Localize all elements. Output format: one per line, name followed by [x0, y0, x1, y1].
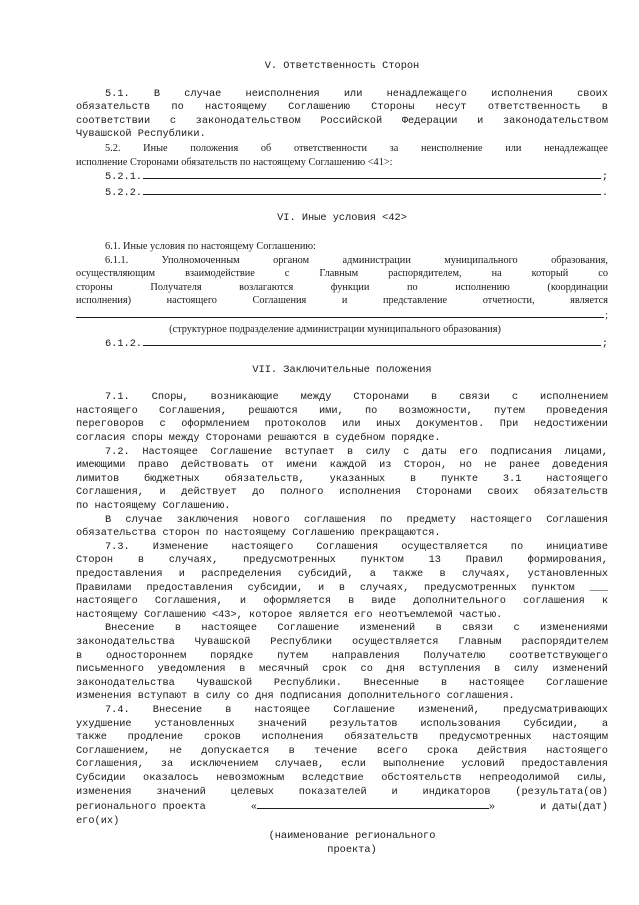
- paragraph-7-1-line: настоящего Соглашения, решаются ими, по возможности, путем проведения: [76, 404, 608, 417]
- item-5-2-1: [76, 169, 608, 185]
- paragraph-7-2-line: 7.2. Настоящее Соглашение вступает в силу с даты его подписания лицами,: [105, 445, 608, 458]
- paragraph-6-1-1-line: стороны Получателя возлагаются функции по исполнению (координации: [76, 281, 608, 293]
- line-end: ;: [605, 309, 608, 321]
- paragraph-7-1-line: переговоров с оформлением протоколов или иных документов. При недостижении: [76, 418, 608, 431]
- paragraph-7-3-line: настоящему Соглашению <43>, которое является его неотъемлемой частью.: [76, 608, 503, 621]
- caption-structural-unit: (структурное подразделение администрации муниципального образования): [169, 323, 501, 335]
- paragraph-amendments-line: в одностороннем порядке путем направления Получателю соответствующего: [76, 649, 608, 662]
- paragraph-7-4-line: также продление сроков исполнения обязательств предусмотренных настоящим: [76, 731, 608, 744]
- paragraph-7-2-line: имеющими право действовать от имени каждой из Сторон, но не ранее доведения: [76, 459, 608, 472]
- quote-close: »: [488, 801, 496, 814]
- paragraph-amendments-line: законодательства Чувашской Республики осуществляется Главным распорядителем: [76, 635, 608, 648]
- blank-field: [143, 336, 601, 346]
- paragraph-7-3-line: Сторон в случаях, предусмотренных пунктом 13 Правил формирования,: [76, 554, 608, 567]
- paragraph-amendments-line: изменения вступают в силу со дня подписания дополнительного соглашения.: [76, 690, 515, 703]
- paragraph-7-4-line: ухудшение установленных значений результатов использования Субсидии, а: [76, 717, 608, 730]
- paragraph-7-3-line: настоящего Соглашения, и оформляется в виде дополнительного соглашения к: [76, 595, 608, 608]
- paragraph-new-agreement-line: обязательства сторон по настоящему Соглашению прекращаются.: [76, 527, 441, 540]
- caption-project-name-2: проекта): [327, 843, 377, 856]
- paragraph-6-1-1-line: 6.1.1. Уполномоченным органом администрации муниципального образования,: [105, 254, 608, 266]
- paragraph-7-3-line: 7.3. Изменение настоящего Соглашения осуществляется по инициативе: [105, 540, 608, 553]
- paragraph-7-1-line: 7.1. Споры, возникающие между Сторонами в связи с исполнением: [105, 391, 608, 404]
- blank-field: [257, 799, 489, 809]
- paragraph-7-4-line: изменения значений целевых показателей и индикаторов (результата(ов): [76, 785, 608, 798]
- paragraph-amendments-line: Внесение в настоящее Соглашение изменений в связи с изменениями: [105, 622, 608, 635]
- item-label: 5.2.1.: [105, 171, 143, 184]
- paragraph-7-4-line: 7.4. Внесение в настоящее Соглашение изменений, предусматривающих: [105, 703, 608, 716]
- paragraph-7-3-line: Правилами предоставления субсидии, и в случаях, предусмотренных пунктом ___: [76, 581, 608, 594]
- paragraph-new-agreement-line: В случае заключения нового соглашения по предмету настоящего Соглашения: [105, 513, 608, 526]
- item-6-1-2: [76, 336, 608, 352]
- project-label: регионального проекта: [76, 801, 206, 814]
- paragraph-7-4-line: Субсидии оказалось невозможным вследствие обстоятельств непреодолимой силы,: [76, 771, 608, 784]
- item-end: ;: [601, 338, 608, 351]
- paragraph-7-4-tail: его(их): [76, 814, 120, 827]
- paragraph-6-1-1-line: исполнения) настоящего Соглашения и представление отчетности, является: [76, 295, 608, 307]
- item-5-2-2: [76, 185, 608, 201]
- paragraph-5-1-line: 5.1. В случае неисполнения или ненадлежащего исполнения своих: [105, 87, 608, 100]
- paragraph-7-1-line: согласия споры между Сторонами решаются в судебном порядке.: [76, 432, 441, 445]
- quote-open: «: [250, 801, 257, 814]
- blank-line-6-1-1: [76, 308, 608, 323]
- paragraph-7-2-line: Соглашения, и действует до полного исполнения Сторонами своих обязательств: [76, 486, 608, 499]
- caption-project-name-1: (наименование регионального: [268, 830, 436, 843]
- paragraph-5-2-line: 5.2. Иные положения об ответственности за неисполнение или ненадлежащее: [105, 142, 608, 154]
- paragraph-amendments-line: законодательства Чувашской Республики. Внесенные в настоящее Соглашение: [76, 676, 608, 689]
- paragraph-7-3-line: предоставления и распределения субсидий, а также в случаях, установленных: [76, 568, 608, 580]
- paragraph-5-1-line: Чувашской Республики.: [76, 128, 206, 141]
- section-heading-vii: VII. Заключительные положения: [252, 363, 432, 376]
- item-end: ;: [601, 171, 608, 184]
- paragraph-7-2-line: по настоящему Соглашению.: [76, 500, 231, 513]
- section-heading-vi: VI. Иные условия <42>: [277, 212, 407, 225]
- paragraph-6-1-1-line: осуществляющим взаимодействие с Главным распорядителем, на который со: [76, 268, 608, 280]
- section-heading-v: V. Ответственность Сторон: [264, 60, 420, 72]
- item-label: 6.1.2.: [105, 338, 143, 351]
- paragraph-7-2-line: лимитов бюджетных обязательств, указанных в пункте 3.1 настоящего: [76, 472, 608, 485]
- paragraph-7-4-line: Соглашением, не допускается в течение всего срока действия настоящего: [76, 744, 608, 757]
- paragraph-7-4-project-line: [76, 799, 608, 815]
- item-label: 5.2.2.: [105, 186, 143, 199]
- document-page: [76, 60, 608, 857]
- paragraph-7-4-line: Соглашения, за исключением случаев, если выполнение условий предоставления: [76, 758, 608, 771]
- item-end: .: [601, 186, 608, 199]
- paragraph-amendments-line: письменного уведомления в месячный срок со дня вступления в силу изменений: [76, 663, 608, 676]
- paragraph-5-2-line: исполнение Сторонами обязательств по настоящему Соглашению <41>:: [76, 156, 393, 168]
- paragraph-5-1-line: соответствии с законодательством Российской Федерации и законодательством: [76, 114, 608, 127]
- blank-field: [143, 169, 601, 179]
- project-name-field: [251, 799, 495, 815]
- paragraph-6-1: 6.1. Иные условия по настоящему Соглашению:: [105, 240, 316, 252]
- blank-field: [143, 185, 601, 195]
- paragraph-5-1-line: обязательств по настоящему Соглашению Стороны несут ответственность в: [76, 101, 608, 114]
- blank-field: [76, 308, 604, 318]
- dates-label: и даты(дат): [540, 801, 608, 814]
